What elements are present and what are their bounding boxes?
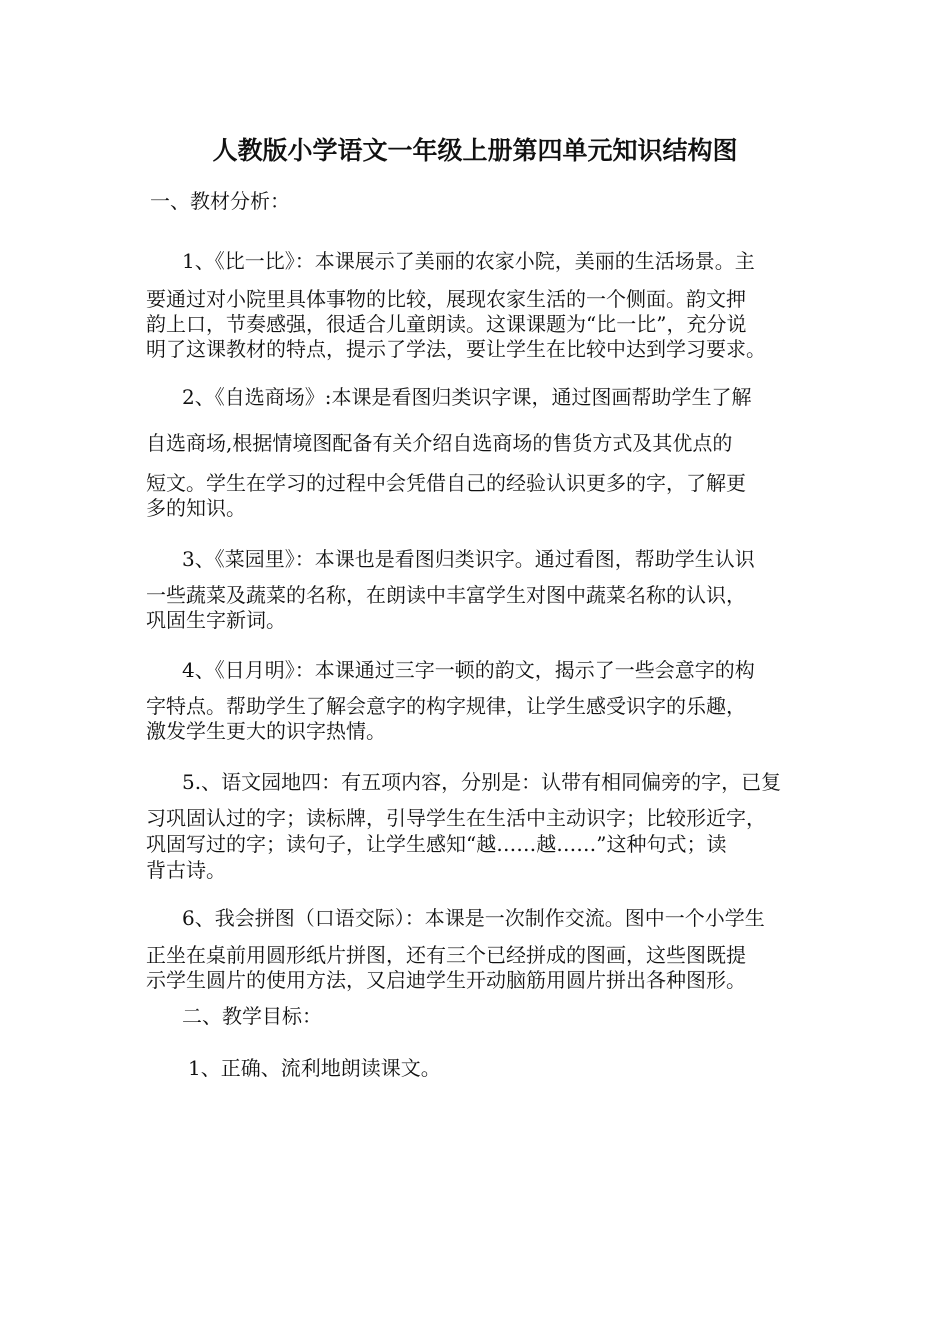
goal-item: 1、正确、流利地朗读课文。	[188, 1056, 441, 1080]
paragraph-3-line: 3、《菜园里》：本课也是看图归类识字。通过看图，帮助学生认识	[182, 547, 755, 571]
paragraph-5-line: 巩固写过的字；读句子，让学生感知“越……越……”这种句式；读	[146, 832, 727, 856]
section-heading-analysis: 一、教材分析：	[150, 189, 290, 213]
paragraph-1-line: 1、《比一比》：本课展示了美丽的农家小院，美丽的生活场景。主	[182, 249, 755, 273]
paragraph-2-line: 短文。学生在学习的过程中会凭借自己的经验认识更多的字，了解更	[146, 471, 746, 495]
paragraph-5-line: 习巩固认过的字；读标牌，引导学生在生活中主动识字；比较形近字，	[146, 806, 766, 830]
paragraph-6-line: 正坐在桌前用圆形纸片拼图，还有三个已经拼成的图画，这些图既提	[146, 943, 746, 967]
paragraph-1-line: 明了这课教材的特点，提示了学法，要让学生在比较中达到学习要求。	[146, 337, 766, 361]
paragraph-1-line: 韵上口，节奏感强，很适合儿童朗读。这课课题为“比一比”，充分说	[146, 312, 747, 336]
paragraph-2-line: 多的知识。	[146, 496, 246, 520]
section-heading-goals: 二、教学目标：	[182, 1004, 322, 1028]
paragraph-2-line: 2、《自选商场》:本课是看图归类识字课，通过图画帮助学生了解	[182, 385, 752, 409]
paragraph-5-line: 5.、语文园地四：有五项内容，分别是：认带有相同偏旁的字，已复	[182, 770, 782, 794]
paragraph-6-line: 示学生圆片的使用方法，又启迪学生开动脑筋用圆片拼出各种图形。	[146, 968, 746, 992]
paragraph-5-line: 背古诗。	[146, 858, 226, 882]
paragraph-4-line: 4、《日月明》：本课通过三字一顿的韵文，揭示了一些会意字的构	[182, 658, 755, 682]
document-title: 人教版小学语文一年级上册第四单元知识结构图	[212, 136, 738, 165]
paragraph-4-line: 字特点。帮助学生了解会意字的构字规律，让学生感受识字的乐趣，	[146, 694, 746, 718]
paragraph-3-line: 一些蔬菜及蔬菜的名称，在朗读中丰富学生对图中蔬菜名称的认识，	[146, 583, 746, 607]
paragraph-6-line: 6、我会拼图（口语交际）：本课是一次制作交流。图中一个小学生	[182, 906, 765, 930]
paragraph-3-line: 巩固生字新词。	[146, 608, 286, 632]
paragraph-2-line: 自选商场,根据情境图配备有关介绍自选商场的售货方式及其优点的	[146, 431, 733, 455]
paragraph-1-line: 要通过对小院里具体事物的比较，展现农家生活的一个侧面。韵文押	[146, 287, 746, 311]
paragraph-4-line: 激发学生更大的识字热情。	[146, 719, 386, 743]
